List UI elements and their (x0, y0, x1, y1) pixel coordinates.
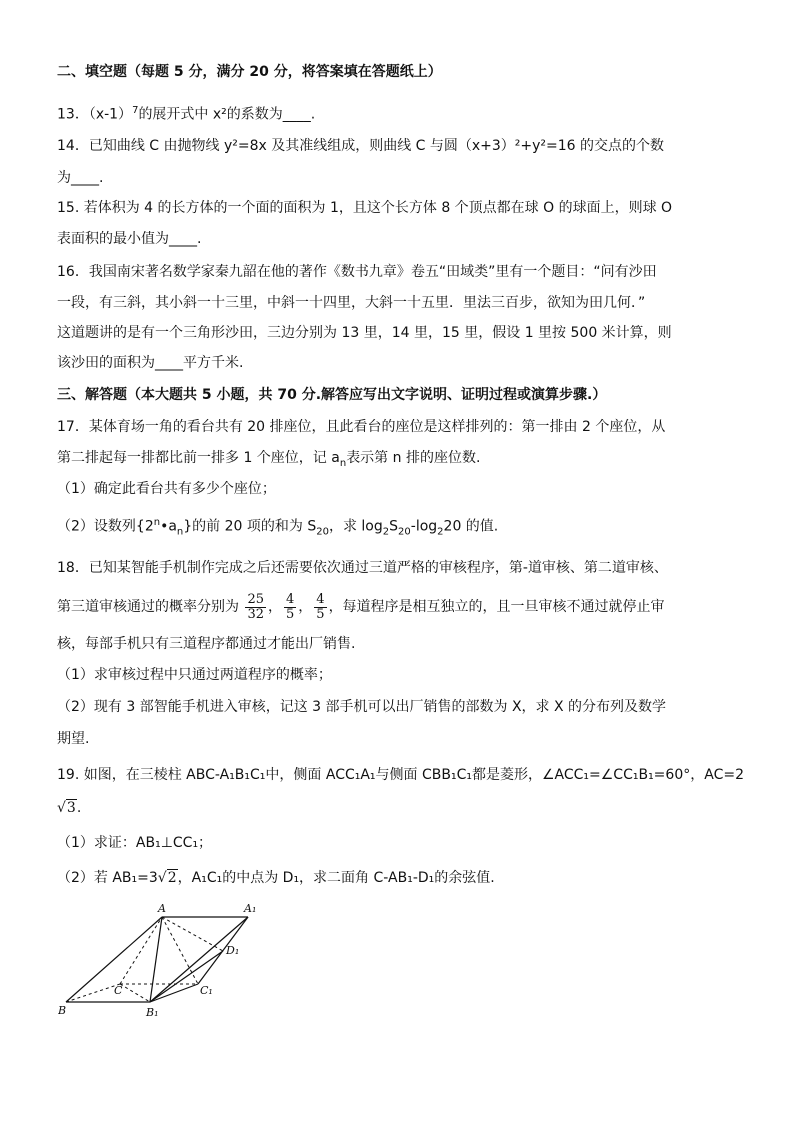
question-18-part1: （1）求审核过程中只通过两道程序的概率； (57, 667, 332, 683)
edge-C-A (120, 917, 162, 984)
question-15-line1: 15. 若体积为 4 的长方体的一个面的面积为 1，且这个长方体 8 个顶点都在球 O 的球面上，则球 O (57, 200, 673, 216)
question-17-line2: 第二排起每一排都比前一排多 1 个座位，记 $a_n$表示第 n 排的座位数. (57, 450, 481, 469)
sqrt-symbol: √3 (57, 800, 76, 816)
question-16-line2: 一段，有三斜，其小斜一十三里，中斜一十四里，大斜一十五里．里法三百步，欲知为田几何．” (57, 295, 646, 311)
question-19-part2: （2）若 AB₁=3√2，A₁C₁的中点为 D₁，求二面角 C-AB₁-D₁的余弦值. (57, 870, 495, 886)
question-18-part2-line1: （2）现有 3 部智能手机进入审核，记这 3 部手机可以出厂销售的部数为 X，求 X 的分布列及数学 (57, 699, 667, 715)
question-19-part1: （1）求证：AB₁⊥CC₁； (57, 835, 213, 851)
fraction-4-5-a: $\frac{4}{5}$ (286, 591, 295, 622)
edge-C1-A1 (198, 917, 248, 984)
question-16-line4: 该沙田的面积为____平方千米. (57, 355, 244, 371)
label-C1: C₁ (200, 984, 213, 997)
question-17-part1: （1）确定此看台共有多少个座位； (57, 481, 276, 497)
label-B1: B₁ (146, 1006, 159, 1019)
label-D1: D₁ (226, 944, 240, 957)
fraction-25-32: $\frac{25}{32}$ (247, 591, 264, 622)
section-3-title: 三、解答题（本大题共 5 小题，共 70 分.解答应写出文字说明、证明过程或演算步骤.） (57, 387, 607, 403)
sqrt-symbol: √2 (157, 870, 177, 886)
question-18-line3: 核，每部手机只有三道程序都通过才能出厂销售. (57, 636, 356, 652)
label-C: C (114, 984, 123, 997)
question-18-line2: 第三道审核通过的概率分别为 $\frac{25}{32}$ ， $\frac{4}{5}$ ， $\frac{4}{5}$ ，每道程序是相互独立的，且一旦审核不通过就停止审 (57, 591, 665, 622)
edge-B1-A1 (150, 917, 248, 1002)
edge-B-C (66, 984, 120, 1002)
edge-C-B1 (120, 984, 150, 1002)
edge-B1-A (150, 917, 162, 1002)
prism-figure (58, 902, 258, 1022)
question-17-line1: 17．某体育场一角的看台共有 20 排座位，且此看台的座位是这样排列的：第一排由 2 个座位，从 (57, 419, 666, 435)
question-14-line1: 14．已知曲线 C 由抛物线 y²=8x 及其准线组成，则曲线 C 与圆（x+3）²+y²=16 的交点的个数 (57, 138, 665, 154)
question-16-line3: 这道题讲的是有一个三角形沙田，三边分别为 13 里，14 里，15 里，假设 1 里按 500 米计算，则 (57, 325, 672, 341)
label-A: A (158, 902, 166, 915)
fraction-4-5-b: $\frac{4}{5}$ (316, 591, 325, 622)
question-17-part2: （2）设数列$\{2^n•a_n\}$的前 20 项的和为 $S_{20}$，求 $\log_2S_{20}-\log_220$ 的值. (57, 517, 499, 538)
question-19-line1: 19. 如图，在三棱柱 ABC-A₁B₁C₁中，侧面 ACC₁A₁与侧面 CBB₁C₁都是菱形，∠ACC₁=∠CC₁B₁=60°，AC=2 (57, 767, 744, 783)
section-2-title: 二、填空题（每题 5 分，满分 20 分，将答案填在答题纸上） (57, 64, 442, 80)
label-A1: A₁ (244, 902, 257, 915)
question-13: 13．$(x-1)^7$的展开式中 x²的系数为____. (57, 105, 316, 123)
label-B: B (58, 1004, 67, 1017)
question-16-line1: 16．我国南宋著名数学家秦九韶在他的著作《数书九章》卷五“田域类”里有一个题目：“问有沙田 (57, 264, 657, 280)
question-19-line2: √3. (57, 800, 82, 816)
edge-B1-C1 (150, 984, 198, 1002)
question-18-part2-line2: 期望. (57, 731, 90, 747)
question-15-line2: 表面积的最小值为____. (57, 231, 202, 247)
question-18-line1: 18．已知某智能手机制作完成之后还需要依次通过三道严格的审核程序，第-道审核、第二道审核、 (57, 560, 668, 576)
question-14-line2: 为____. (57, 170, 104, 186)
